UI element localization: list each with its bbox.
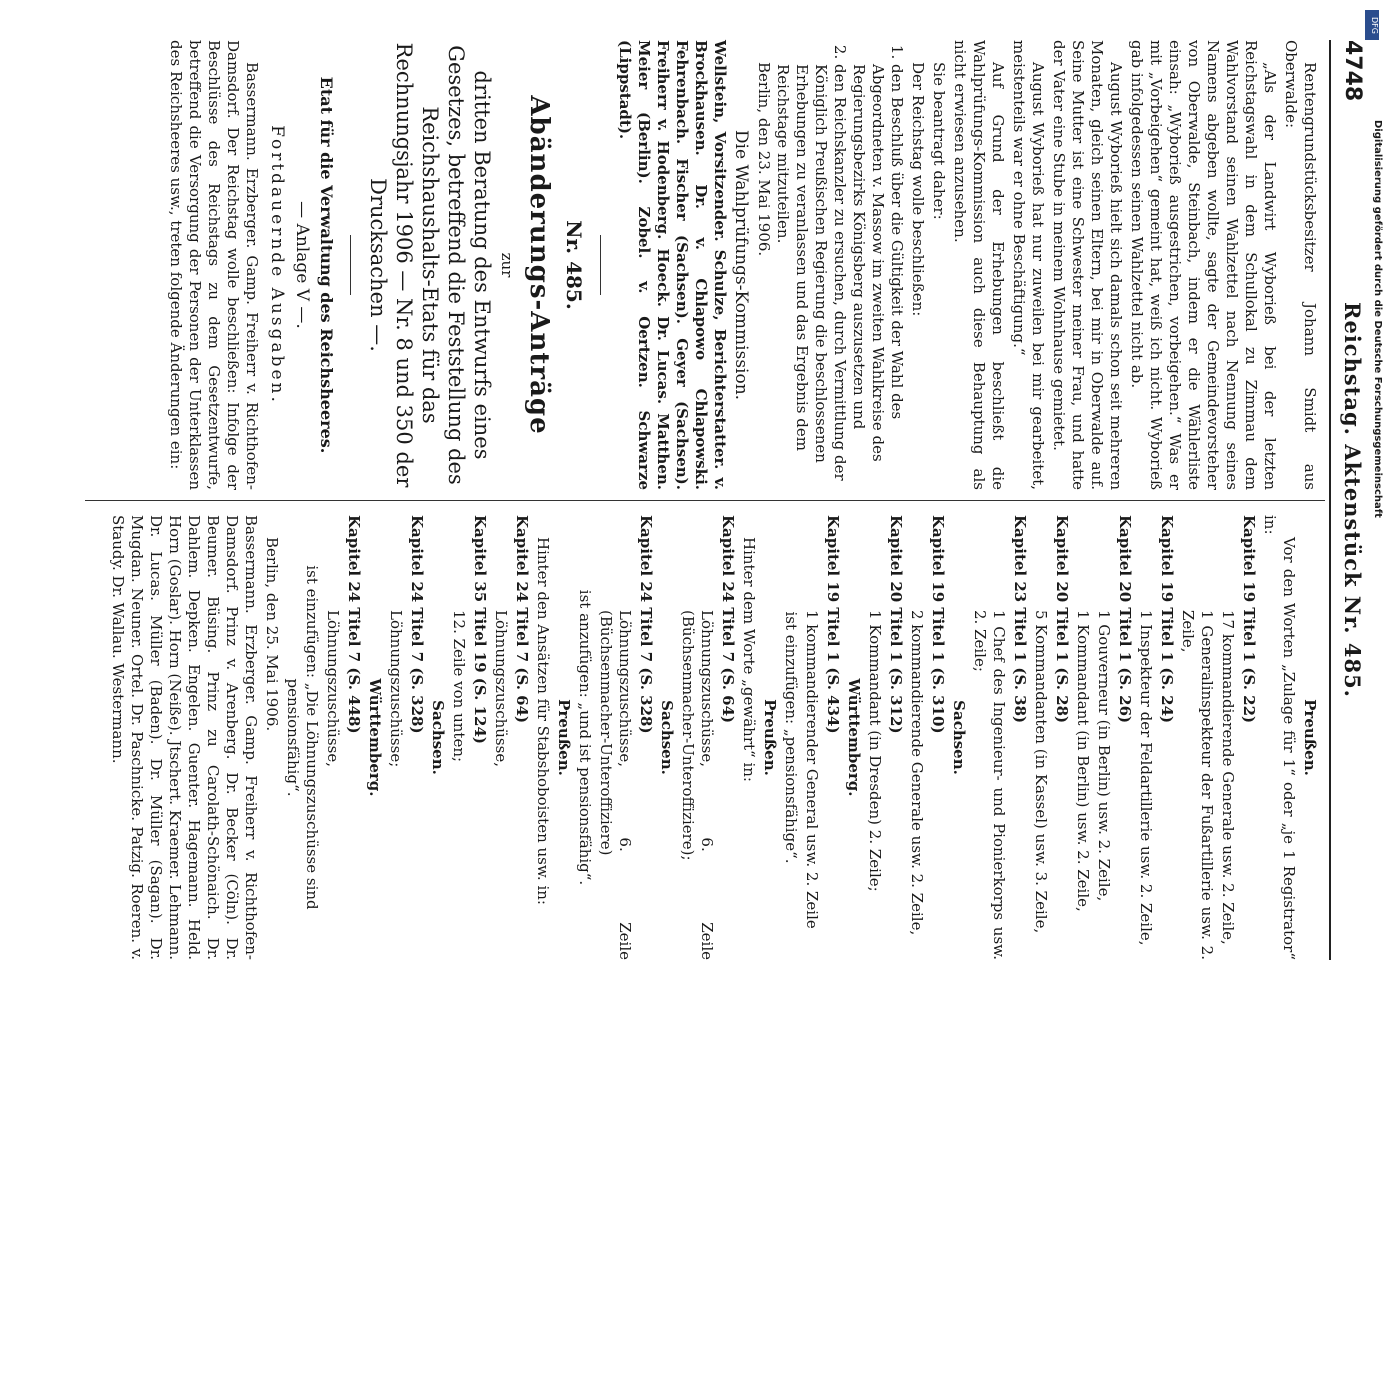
kapitel-line: 5 Kommandanten (in Kassel) usw. 3. Zeile, [1032, 610, 1050, 934]
page-header [1325, 40, 1365, 960]
insertion-text: ist anzufügen: „und ist pensionsfähig“. [576, 589, 594, 886]
kapitel-entry: Kapitel 20 Titel 1 (S. 28) [1053, 515, 1071, 724]
heading-connector: zur [498, 252, 516, 278]
commission-title: Die Wahlprüfungs-Kommission. [731, 129, 751, 401]
kapitel-line: 2 kommandierende Generale usw. 2. Zeile, [908, 610, 926, 936]
kapitel-line: Löhnungszuschüsse, 6. Zeile (Büchsenmacher-Unteroffiziere) [597, 610, 634, 960]
kapitel-line: 1 Generalinspekteur der Fußartillerie usw. 2. Zeile, [1179, 610, 1216, 960]
left-column [164, 40, 1319, 490]
kapitel-line: 1 Inspekteur der Feldartillerie usw. 2. Zeile, [1137, 610, 1155, 946]
state-heading: Sachsen. [950, 700, 968, 775]
kapitel-entry: Kapitel 19 Titel 1 (S. 310) [929, 515, 947, 734]
heading-subtitle: dritten Beratung des Entwurfs eines Gesetzes, betreffend die Feststellung des Reichshaushalts-Etats für das Rechnungsjahr 1906 — Nr. 8 und 350 der Drucksachen —. [366, 42, 494, 488]
etat-heading: Etat für die Verwaltung des Reichsheeres. [317, 76, 336, 454]
kapitel-line: 17 kommandierende Generale usw. 2. Zeile, [1219, 610, 1237, 945]
state-heading: Preußen. [1301, 699, 1319, 776]
kapitel-line: Löhnungszuschüsse; [387, 610, 405, 768]
paragraph: Hinter den Ansätzen für Stabshoboisten usw. in: [534, 537, 552, 905]
dfg-logo: DFG [1365, 10, 1379, 40]
kapitel-line: 1 kommandierender General usw. 2. Zeile [803, 610, 821, 929]
state-heading: Sachsen. [429, 700, 447, 775]
kapitel-entry: Kapitel 35 Titel 19 (S. 124) [471, 515, 489, 745]
kapitel-line: Löhnungszuschüsse, [492, 610, 510, 767]
member-list: Wellstein, Vorsitzender. Schulze, Berichterstatter. v. Brockhausen. Dr. v. Chlapowo Chlapowski. Fehrenbach. Fischer (Sachsen). Geyer (Sachsen). Freiherr v. Hodenberg. Hoeck. Dr. Lucas. Matthen. Meier (Berlin). Zobel. v. Oertzen. Schwarze (Lippstadt). [616, 40, 729, 490]
state-heading: Württemberg. [366, 678, 384, 797]
state-heading: Sachsen. [658, 700, 676, 775]
funding-credit: Digitalisierung gefördert durch die Deutsche Forschungsgemeinschaft [1372, 120, 1383, 518]
paragraph: Bassermann. Erzberger. Gamp. Freiherr v. Richthofen-Damsdorf. Der Reichstag wolle beschließen: Infolge der Beschlüsse des Reichstags zu dem Gesetzentwurfe, betreffend die Versorgung der Personen der Unterklassen des Reichsheeres usw., treten folgende Änderungen ein: [167, 40, 261, 490]
page-number: 4748 [1340, 40, 1365, 102]
date-line: Berlin, den 25. Mai 1906. [263, 537, 281, 732]
kapitel-entry: Kapitel 23 Titel 1 (S. 38) [1011, 515, 1029, 724]
kapitel-entry: Kapitel 24 Titel 7 (S. 64) [719, 515, 737, 724]
paragraph: Auf Grund der Erhebungen beschließt die Wahlprüfungs-Kommission auch diese Behauptung als nicht erwiesen anzusehen. [951, 40, 1007, 490]
kapitel-line: Löhnungszuschüsse, [324, 610, 342, 767]
paragraph: Sie beantragt daher: [930, 62, 948, 220]
kapitel-entry: Kapitel 20 Titel 1 (S. 26) [1116, 515, 1134, 724]
kapitel-line: 1 Chef des Ingenieur- und Pionierkorps usw. 2. Zeile; [971, 610, 1008, 960]
kapitel-line: 1 Gouverneur (in Berlin) usw. 2. Zeile, [1095, 610, 1113, 902]
list-item: 1. den Beschluß über die Gültigkeit der Wahl des Abgeordneten v. Massow im zweiten Wahlkreise des Regierungsbezirks Königsberg auszusetzen und [849, 64, 906, 490]
state-heading: Preußen. [555, 699, 573, 776]
kapitel-entry: Kapitel 19 Titel 1 (S. 22) [1240, 515, 1258, 724]
running-title: Reichstag. Aktenstück Nr. 485. [1340, 302, 1365, 698]
kapitel-entry: Kapitel 20 Titel 1 (S. 312) [887, 515, 905, 734]
kapitel-line: 12. Zeile von unten; [450, 610, 468, 763]
paragraph: Rentengrundstücksbesitzer Johann Smidt aus Oberwalde: [1282, 40, 1319, 490]
list-item: 2. den Reichskanzler zu ersuchen, durch Vermittlung der Königlich Preußischen Regierung die beschlossenen Erhebungen zu veranlassen und das Ergebnis dem Reichstage mitzuteilen. [773, 64, 849, 490]
kapitel-line: 1 Kommandant (in Dresden) 2. Zeile; [866, 610, 884, 892]
kapitel-entry: Kapitel 24 Titel 7 (S. 64) [513, 515, 531, 724]
signer-list: Bassermann. Erzberger. Gamp. Freiherr v. Richthofen-Damsdorf. Prinz v. Arenberg. Dr. Becker (Cöln). Dr. Beumer. Büsing. Prinz zu Carolath-Schönaich. Dr. Dahlem. Depken. Engelen. Guenter. Hagemann. Held. Horn (Goslar). Horn (Neiße). Jtschert. Kraemer. Lehmann. Dr. Lucas. Müller (Baden). Dr. Müller (Sagan). Dr. Mugdan. Neuner. Ortel. Dr. Paschnicke. Patzig. Roeren. v. Staudy. Dr. Wallau. Westermann. [109, 515, 260, 960]
state-heading: Württemberg. [845, 678, 863, 797]
document-number: Nr. 485. [562, 220, 586, 310]
expense-heading: Fortdauernde Ausgaben. [267, 125, 287, 405]
paragraph: „Als der Landwirt Wyborieß bei der letzten Reichstagswahl in dem Schullokal zu Zimmau dem Wahlvorstand seinen Wahlzettel nach Nennung seines Namens abgeben wollte, sagte der Gemeindevorsteher von Oberwalde, Steinbach, indem er die Wählerliste einsah: „Wyborieß ausgestrichen, vorbeigehen.“ Was er mit „Vorbeigehen“ gemeint hat, weiß ich nicht. Wyborieß gab infolgedessen seinen Wahlzettel nicht ab. [1128, 40, 1279, 490]
paragraph: Hinter dem Worte „gewährt“ in: [740, 537, 758, 782]
right-column [106, 515, 1319, 960]
kapitel-entry: Kapitel 24 Titel 7 (S. 328) [408, 515, 426, 734]
column-divider [85, 500, 1325, 501]
paragraph: August Wyborieß hat nur zuweilen bei mir gearbeitet, meistenteils war er ohne Beschäftigung.“ [1010, 40, 1047, 490]
motion-list [773, 40, 906, 490]
section-heading: Abänderungs-Anträge [524, 95, 554, 435]
state-heading: Preußen. [761, 699, 779, 776]
kapitel-line: Löhnungszuschüsse, 6. Zeile (Büchsenmacher-Unteroffiziere); [679, 610, 716, 960]
kapitel-entry: Kapitel 24 Titel 7 (S. 328) [637, 515, 655, 734]
kapitel-line: 1 Kommandant (in Berlin) usw. 2. Zeile, [1074, 610, 1092, 912]
kapitel-entry: Kapitel 19 Titel 1 (S. 24) [1158, 515, 1176, 724]
divider [350, 235, 351, 295]
divider [600, 235, 601, 295]
insertion-text: ist einzufügen: „pensionsfähige“. [782, 611, 800, 864]
kapitel-entry: Kapitel 19 Titel 1 (S. 434) [824, 515, 842, 734]
date-line: Berlin, den 23. Mai 1906. [755, 62, 773, 257]
header-rule [1329, 40, 1331, 960]
anlage-label: — Anlage V —. [292, 201, 312, 329]
kapitel-entry: Kapitel 24 Titel 7 (S. 448) [345, 515, 363, 734]
paragraph: Vor den Worten „Zulage für 1“ oder „je 1 Registrator“ in: [1261, 515, 1298, 960]
paragraph: Der Reichstag wolle beschließen: [909, 62, 927, 317]
paragraph: August Wyborieß hielt sich damals schon seit mehreren Monaten, gleich seinen Eltern, bei mir in Oberwalde auf. Seine Mutter ist eine Schwester meiner Frau, und hatte der Vater eine Stube in meinem Wohnhause gemietet. [1050, 40, 1125, 490]
insertion-text: ist einzufügen: „Die Löhnungszuschüsse sind pensionsfähig“. [284, 565, 321, 910]
